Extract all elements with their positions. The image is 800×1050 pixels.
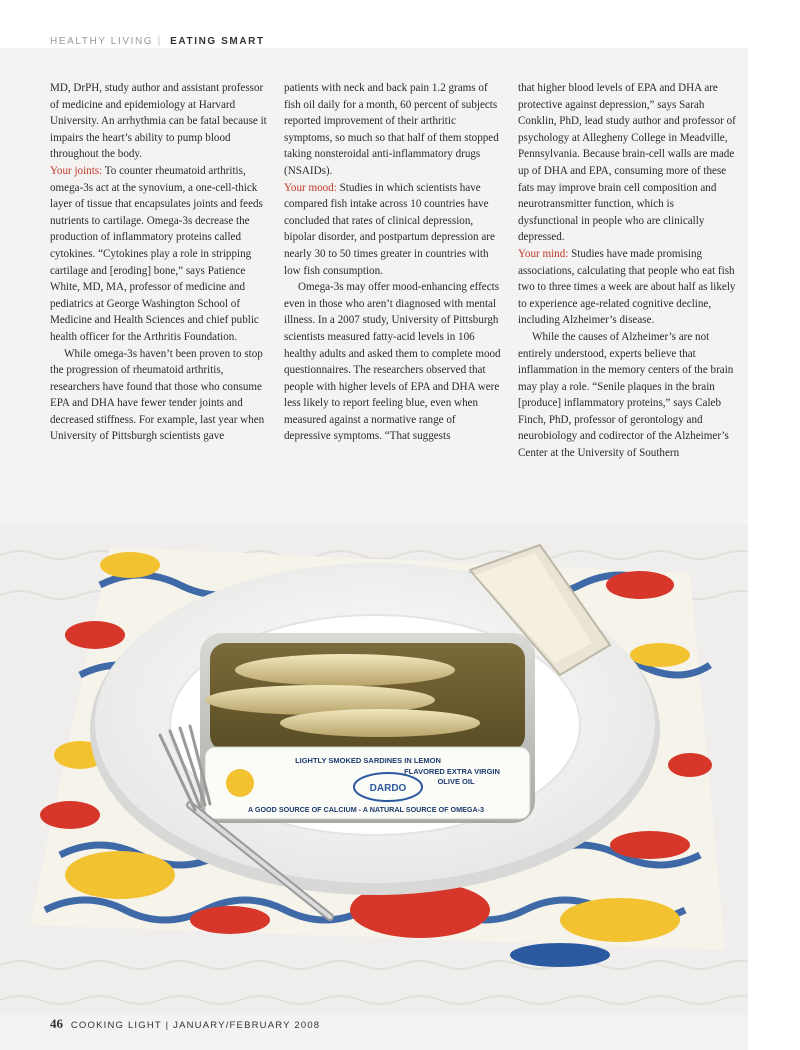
paragraph: that higher blood levels of EPA and DHA are protective against depression,” says Sarah Conklin, PhD, lead study author and professor of psychology at Allegheny College in Meadville, Pennsylvania. Because brain-cell walls are made up of DHA and EPA, consuming more of these fats may improve brain cell composition and neurotransmitter function, which is dysfunctional in people who are clinically depressed. xyxy=(518,82,736,244)
sardine-can xyxy=(200,633,535,823)
paragraph: Your mind: Studies have made promising associations, calculating that people who eat fish two to three times a week are about half as likely to experience age-related cognitive decline, including Alzheimer’s disease. xyxy=(518,247,736,327)
paragraph: Your mood: Studies in which scientists have compared fish intake across 10 countries have concluded that rates of clinical depression, bipolar disorder, and postpartum depression are nearly 30 to 50 times greater in countries with low fish consumption. xyxy=(284,181,495,277)
magazine-name: COOKING LIGHT xyxy=(70,1020,162,1031)
page-margin xyxy=(748,0,800,1050)
can-label-line1: LIGHTLY SMOKED SARDINES IN LEMON xyxy=(295,756,441,765)
section-rubric: HEALTHY LIVING | EATING SMART xyxy=(50,36,265,47)
text-column-2 xyxy=(284,80,502,445)
paragraph: Your joints: To counter rheumatoid arthritis, omega-3s act at the synovium, a one-cell-thick layer of tissue that encapsulates joints and feeds nutrients to cartilage. Omega-3s decrease the production of inflammatory proteins called cytokines. “Cytokines play a role in stripping cartilage and [eroding] bone,” says Patience White, MD, MA, professor of medicine and pediatrics at George Washington School of Medicine and Health Sciences and chief public health officer for the Arthritis Foundation. xyxy=(50,164,263,343)
paragraph: While the causes of Alzheimer’s are not entirely understood, experts believe that inflammation in the memory centers of the brain may play a role. “Senile plaques in the brain [produce] inflammatory proteins,” says Caleb Finch, PhD, professor of gerontology and neurobiology and codirector of the Alzheimer’s Center at the University of Southern xyxy=(518,330,734,460)
paragraph: MD, DrPH, study author and assistant professor of medicine and epidemiology at Harvard University. An arrhythmia can be fatal because it impairs the heart’s ability to pump blood throughout the body. xyxy=(50,82,267,161)
page-footer: 46 COOKING LIGHT | JANUARY/FEBRUARY 2008 xyxy=(50,1016,321,1031)
text-column-1 xyxy=(50,80,268,445)
can-label-line3: OLIVE OIL xyxy=(437,777,475,786)
paragraph: patients with neck and back pain 1.2 grams of fish oil daily for a month, 60 percent of subjects reported improvement of their arthritic symptoms, so much so that half of them stopped taking nonsteroidal anti-inflammatory drugs (NSAIDs). xyxy=(284,82,499,177)
issue-date: JANUARY/FEBRUARY 2008 xyxy=(173,1020,321,1031)
brand-label: DARDO xyxy=(369,783,407,794)
sardine-can-photo xyxy=(0,525,748,1015)
paragraph: While omega-3s haven’t been proven to stop the progression of rheumatoid arthritis, researchers have found that those who consume EPA and DHA have fewer tender joints and decreased stiffness. For example, last year when University of Pittsburgh scientists gave xyxy=(50,347,265,443)
section-label: HEALTHY LIVING xyxy=(50,36,154,47)
paragraph: Omega-3s may offer mood-enhancing effects even in those who aren’t diagnosed with mental illness. In a 2007 study, University of Pittsburgh scientists measured fatty-acid levels in 106 healthy adults and asked them to complete mood questionnaires. The researchers observed that people with higher levels of EPA and DHA were less likely to report feeling blue, even when measured against a normative range of depressive symptoms. “That suggests xyxy=(284,281,501,443)
subhead-mind: Your mind: xyxy=(518,247,569,260)
page-number: 46 xyxy=(50,1016,63,1031)
subsection-label: EATING SMART xyxy=(170,36,265,47)
page-header xyxy=(0,0,748,48)
subhead-mood: Your mood: xyxy=(284,181,337,194)
text-column-3 xyxy=(518,80,736,462)
subhead-joints: Your joints: xyxy=(50,164,103,177)
can-label-bottom: A GOOD SOURCE OF CALCIUM - A NATURAL SOURCE OF OMEGA-3 xyxy=(247,805,485,814)
can-label-line2: FLAVORED EXTRA VIRGIN xyxy=(404,767,500,776)
